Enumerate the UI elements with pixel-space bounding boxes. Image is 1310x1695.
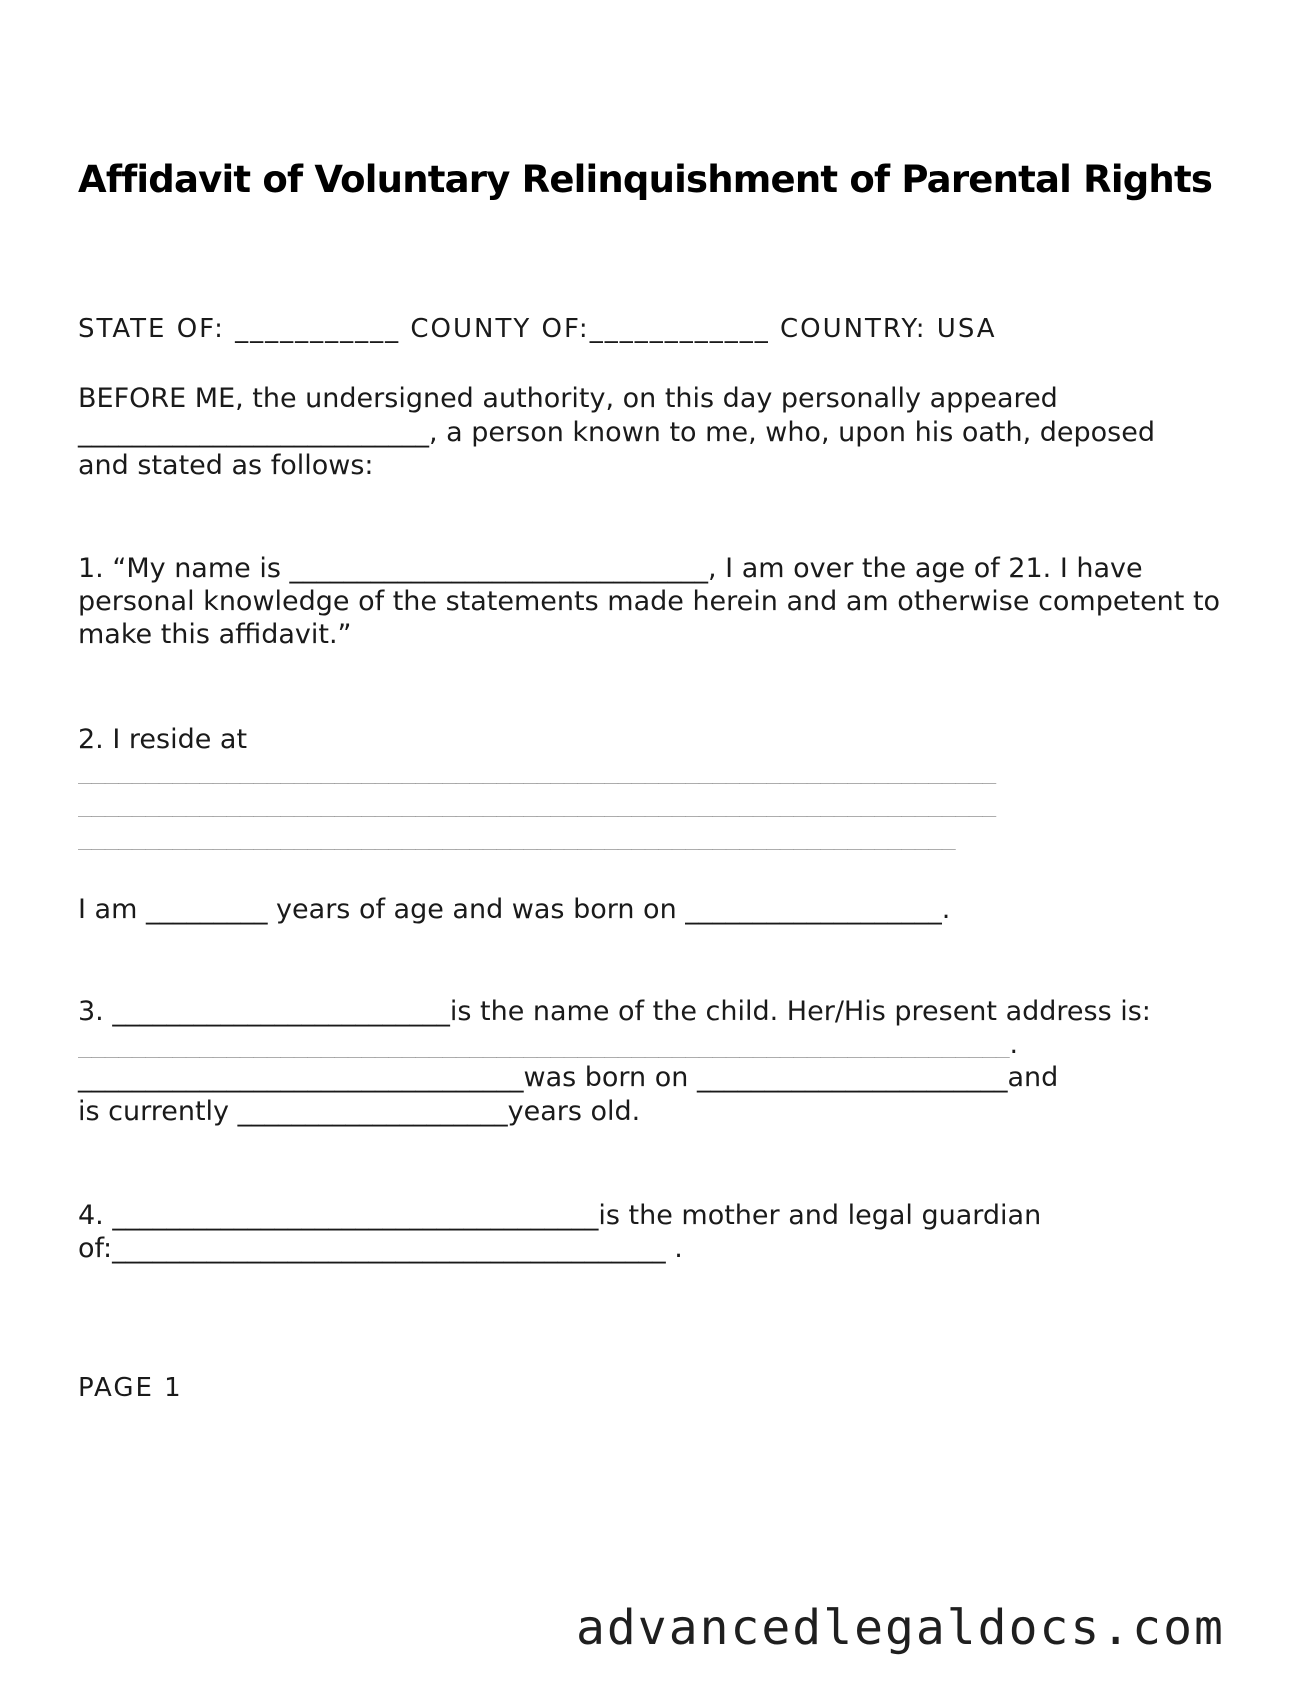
before-me-line-3: and stated as follows: bbox=[78, 450, 374, 481]
section-1-line-2: personal knowledge of the statements made herein and am otherwise competent to bbox=[78, 586, 1221, 617]
section-1-line-1: 1. “My name is _______________________________, I am over the age of 21. I have bbox=[78, 553, 1143, 584]
section-3-line-2: _____________________________________________________________________. bbox=[78, 1031, 1019, 1058]
before-me-line-1: BEFORE ME, the undersigned authority, on this day personally appeared bbox=[78, 383, 1058, 414]
section-2-line-1: 2. I reside at bbox=[78, 724, 248, 755]
address-rule-1: ____________________________________________________________________ bbox=[78, 757, 996, 784]
state-county-country-line: STATE OF: ___________ COUNTY OF:____________ COUNTRY: USA bbox=[78, 314, 997, 344]
address-rule-2: ____________________________________________________________________ bbox=[78, 790, 996, 817]
section-4-line-2: of:_________________________________________ . bbox=[78, 1233, 683, 1264]
before-me-line-2: __________________________, a person known to me, who, upon his oath, deposed bbox=[78, 417, 1155, 448]
document-title: Affidavit of Voluntary Relinquishment of Parental Rights bbox=[78, 158, 1213, 201]
section-3-line-1: 3. _________________________is the name of the child. Her/His present address is: bbox=[78, 996, 1151, 1027]
section-1-line-3: make this affidavit.” bbox=[78, 619, 352, 650]
section-3-line-4: is currently ____________________years old. bbox=[78, 1096, 641, 1127]
watermark-text: advancedlegaldocs.com bbox=[576, 1600, 1225, 1656]
page-number-label: PAGE 1 bbox=[78, 1373, 183, 1403]
age-birth-line: I am _________ years of age and was born on ___________________. bbox=[78, 894, 951, 925]
section-3-line-3: _________________________________was born on _______________________and bbox=[78, 1062, 1059, 1093]
address-rule-3: _________________________________________________________________ bbox=[78, 823, 956, 850]
section-4-line-1: 4. ____________________________________is the mother and legal guardian bbox=[78, 1200, 1042, 1231]
